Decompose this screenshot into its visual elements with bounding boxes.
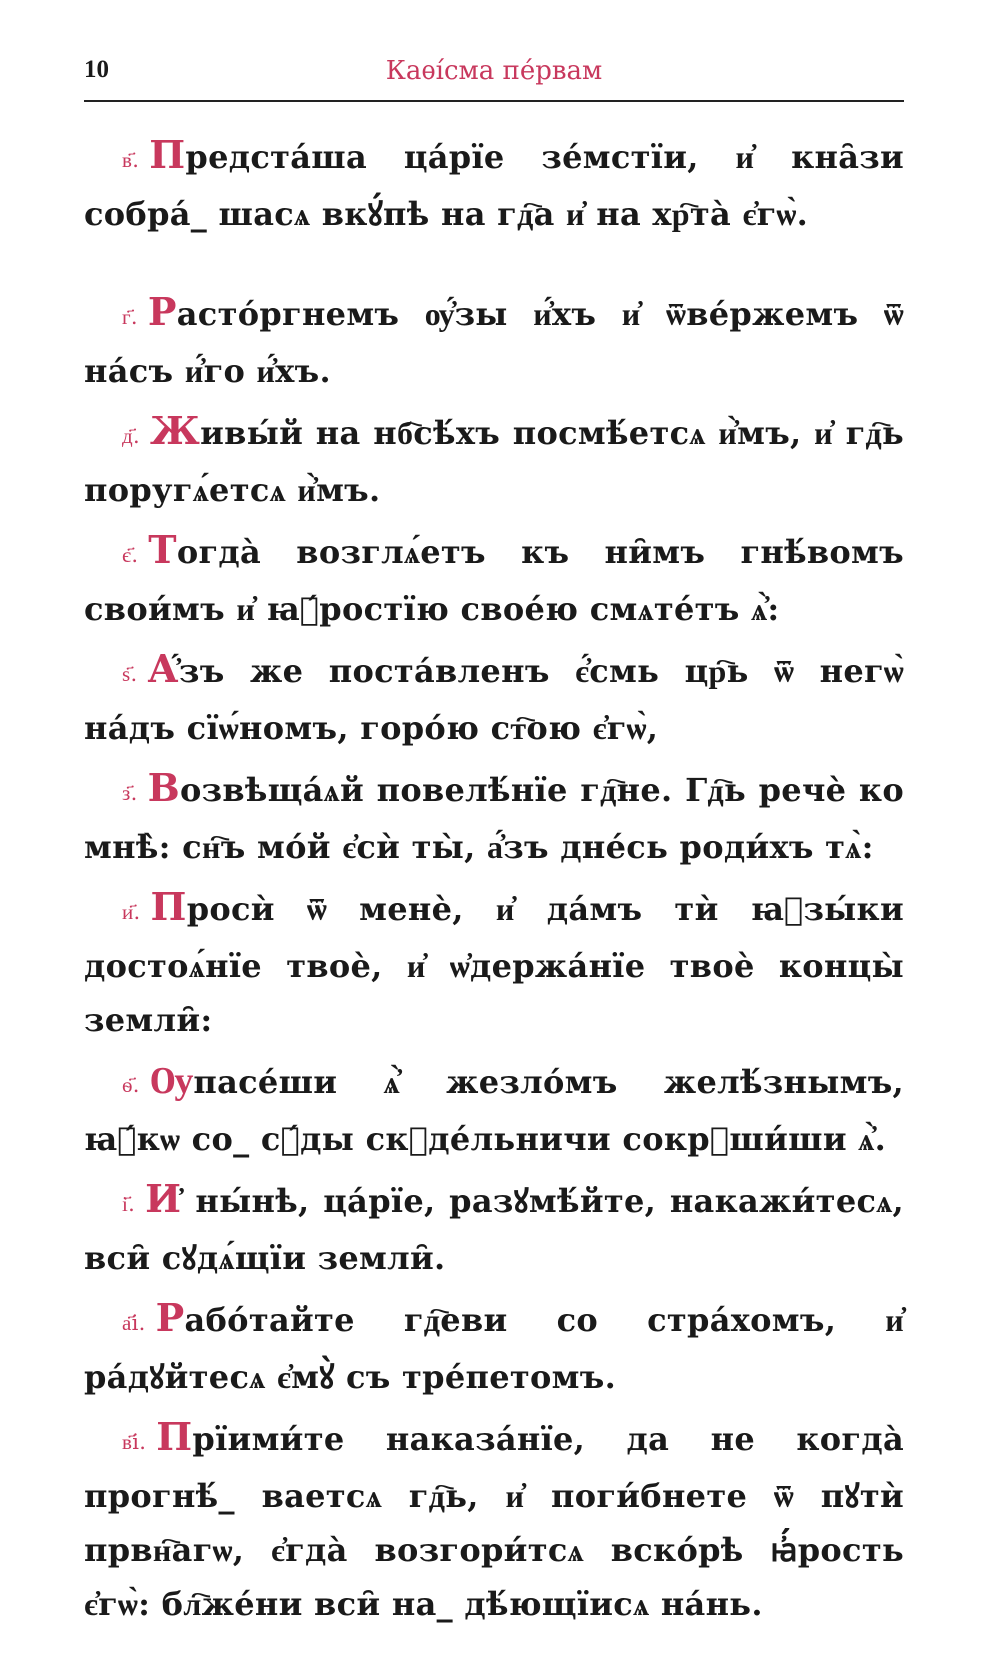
verse-text: росѝ ѿ менѐ, и҆ да́мъ тѝ ꙗ҆зы́ки достоѧ́нїе твоѐ, и҆ ѡ҆держа́нїе твоѐ концы̀ земли̑: (84, 890, 904, 1039)
verse-number: є҃. (122, 543, 139, 567)
verse-5 (84, 523, 904, 636)
verse-12 (84, 1410, 904, 1631)
verse-10 (84, 1172, 904, 1285)
verse-11 (84, 1291, 904, 1404)
verse-number: в҃і. (122, 1430, 147, 1454)
verse-initial: П (149, 132, 186, 177)
verse-text: ивы́й на нб҇сѣ́хъ посмѣ́етсѧ и҆̀мъ, и҆ гд҇ь поругѧ́етсѧ и҆̀мъ. (84, 414, 904, 509)
verse-6 (84, 642, 904, 755)
verse-text: огда̀ возглѧ́етъ къ ни̑мъ гнѣ́вомъ свои́мъ и҆ ꙗ҆́ростїю свое́ю смѧте́тъ ѧ҆̀: (84, 533, 904, 628)
page-number: 10 (84, 56, 109, 83)
verse-8 (84, 880, 904, 1047)
running-title: Каѳі́сма пе́рвам (385, 56, 603, 86)
verse-number: ѳ҃. (122, 1073, 140, 1097)
verse-initial: Ѹ (149, 1057, 194, 1102)
verse-initial: Р (155, 1295, 185, 1340)
verse-initial: И (145, 1176, 182, 1221)
verse-text: пасе́ши ѧ҆̀ жезло́мъ желѣ́знымъ, ꙗ҆́кѡ со_ сꙋ́ды скꙋде́льничи сокрꙋши́ши ѧ҆̀. (84, 1063, 904, 1158)
verse-number: г҃. (122, 305, 138, 329)
verse-4 (84, 404, 904, 517)
page-header (84, 56, 904, 102)
verse-number: з҃. (122, 781, 138, 805)
verse-initial: Т (148, 527, 177, 572)
verse-initial: Р (147, 289, 177, 334)
verse-initial: В (147, 765, 180, 810)
verse-number: і҃. (122, 1192, 136, 1216)
verse-initial: П (156, 1414, 193, 1459)
verse-initial: А (147, 646, 179, 691)
verses-body (84, 128, 904, 1631)
verse-number: и҃. (122, 900, 141, 924)
verse-text: асто́ргнемъ ѹ҆́зы и҆́хъ и҆ ѿве́ржемъ ѿ на́съ и҆́го и҆́хъ. (84, 295, 904, 390)
verse-initial: Ж (149, 408, 201, 453)
verse-text: озвѣща́ѧй повелѣ́нїе гд҇не. Гд҇ь речѐ ко мнѣ̀: сн҇ъ мо́й є҆сѝ ты̀, а҆́зъ дне́сь роди́хъ тѧ̀: (84, 771, 904, 866)
verse-number: в҃. (122, 148, 140, 172)
verse-number: ѕ҃. (122, 662, 138, 686)
verse-text: або́тайте гд҇еви со стра́хомъ, и҆ ра́дꙋйтесѧ є҆мꙋ̀ съ тре́петомъ. (84, 1301, 904, 1396)
verse-text: ҆́зъ же поста́вленъ є҆́смь цр҇ь ѿ негѡ̀ на́дъ сїѡ́номъ, горо́ю ст҇ою є҆гѡ̀, (84, 652, 904, 747)
verse-9 (84, 1053, 904, 1166)
verse-2 (84, 128, 904, 241)
verse-7 (84, 761, 904, 874)
verse-number: д҃. (122, 424, 140, 448)
verse-initial: П (150, 884, 187, 929)
verse-text: рїими́те наказа́нїе, да не когда̀ прогнѣ́_ ваетсѧ гд҇ь, и҆ поги́бнете ѿ пꙋтѝ првн҇агѡ, є҆гда̀ возгори́тсѧ вско́рѣ ꙗ҆́рость є҆гѡ̀: бл҇же́ни вси̑ на_ дѣ́ющїисѧ на́нь. (84, 1420, 904, 1623)
verse-number: а҃і. (122, 1311, 146, 1335)
verse-text: ҆ ны́нѣ, ца́рїе, разꙋмѣ́йте, накажи́тесѧ, вси̑ сꙋдѧ́щїи земли̑. (84, 1182, 904, 1277)
verse-3 (84, 285, 904, 398)
verse-text: редста́ша ца́рїе зе́мстїи, и҆ кна̑зи собра́_ шасѧ вкꙋ́пѣ на гд҇а и҆ на хр҇та̀ є҆гѡ̀. (84, 138, 904, 233)
